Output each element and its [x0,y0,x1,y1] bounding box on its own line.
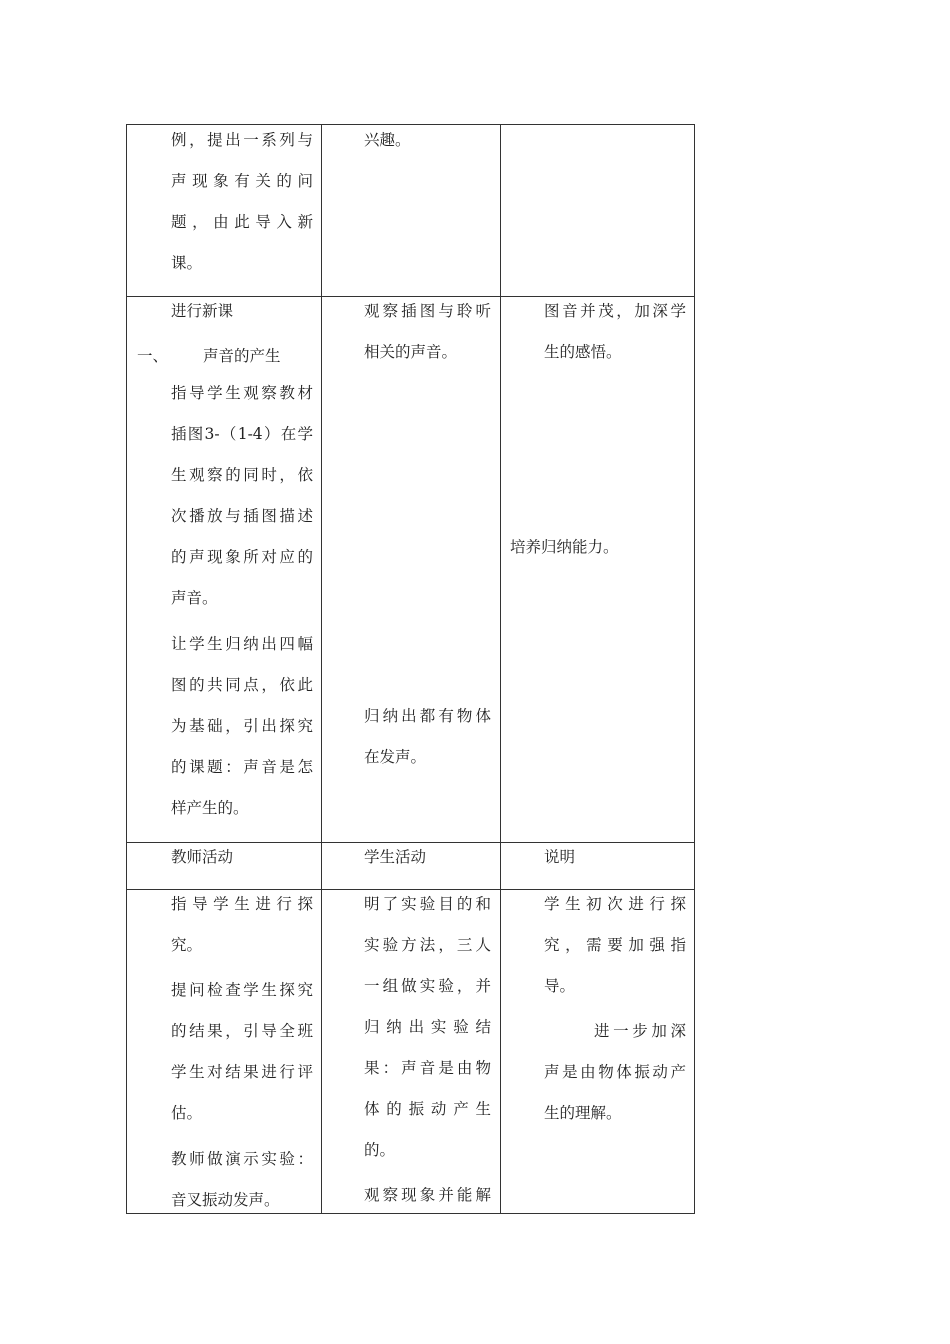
table-cell-text: 的结果，引导全班 [171,1022,313,1040]
table-cell-text: 指导学生观察教材 [171,384,313,402]
table-cell-text: 让学生归纳出四幅 [171,635,313,653]
table-cell-text: 题，由此导入新 [171,213,313,231]
table-cell-text: 音叉振动发声。 [171,1191,280,1209]
table-cell-text: 相关的声音。 [364,343,458,361]
table-cell-text: 的声现象所对应的 [171,548,313,566]
table-cell-text: 教师做演示实验： [171,1150,313,1168]
column-divider [321,125,322,1213]
table-cell-text: 培养归纳能力。 [510,538,619,556]
table-cell-text: 为基础，引出探究 [171,717,313,735]
table-cell-text: 样产生的。 [171,799,249,817]
table-cell-text: 图的共同点，依此 [171,676,313,694]
table-cell-text: 进行新课 [171,302,234,320]
table-cell-text: 实验方法，三人 [364,936,491,954]
table-cell-text: 归纳出实验结 [364,1018,491,1036]
table-cell-text: 一组做实验，并 [364,977,491,995]
column-divider [500,125,501,1213]
table-cell-text: 果：声音是由物 [364,1059,491,1077]
section-number: 一、 [137,347,169,365]
table-cell-text: 例，提出一系列与 [171,131,313,149]
table-cell-text: 究，需要加强指 [544,936,686,954]
table-cell-text: 导。 [544,977,576,995]
table-cell-text: 观察插图与聆听 [364,302,491,320]
row-divider [127,842,694,843]
section-title: 声音的产生 [203,347,281,365]
table-cell-text: 声现象有关的问 [171,172,313,190]
table-cell-text: 估。 [171,1104,203,1122]
table-cell-text: 图音并茂，加深学 [544,302,686,320]
table-cell-text: 次播放与插图描述 [171,507,313,525]
table-cell-text: 学生初次进行探 [544,895,686,913]
table-cell-text: 生观察的同时，依 [171,466,313,484]
table-cell-text: 观察现象并能解 [364,1186,491,1204]
table-cell-text: 指导学生进行探 [171,895,313,913]
table-cell-text: 进一步加深 [594,1022,686,1040]
column-header-note: 说明 [544,848,576,866]
table-cell-text: 学生对结果进行评 [171,1063,313,1081]
table-cell-text: 生的感悟。 [544,343,622,361]
table-cell-text: 插图3-（1-4）在学 [171,425,313,443]
table-cell-text: 课。 [171,254,203,272]
table-cell-text: 的课题：声音是怎 [171,758,313,776]
table-cell-text: 体的振动产生 [364,1100,491,1118]
table-cell-text: 生的理解。 [544,1104,622,1122]
table-cell-text: 究。 [171,936,203,954]
table-cell-text: 的。 [364,1141,396,1159]
table-cell-text: 兴趣。 [364,131,411,149]
row-divider [127,889,694,890]
column-header-student: 学生活动 [364,848,427,866]
lesson-table [126,124,695,1214]
table-cell-text: 归纳出都有物体 [364,707,491,725]
table-cell-text: 明了实验目的和 [364,895,491,913]
column-header-teacher: 教师活动 [171,848,234,866]
table-cell-text: 提问检查学生探究 [171,981,313,999]
table-cell-text: 声是由物体振动产 [544,1063,686,1081]
table-cell-text: 声音。 [171,589,218,607]
table-cell-text: 在发声。 [364,748,427,766]
row-divider [127,296,694,297]
